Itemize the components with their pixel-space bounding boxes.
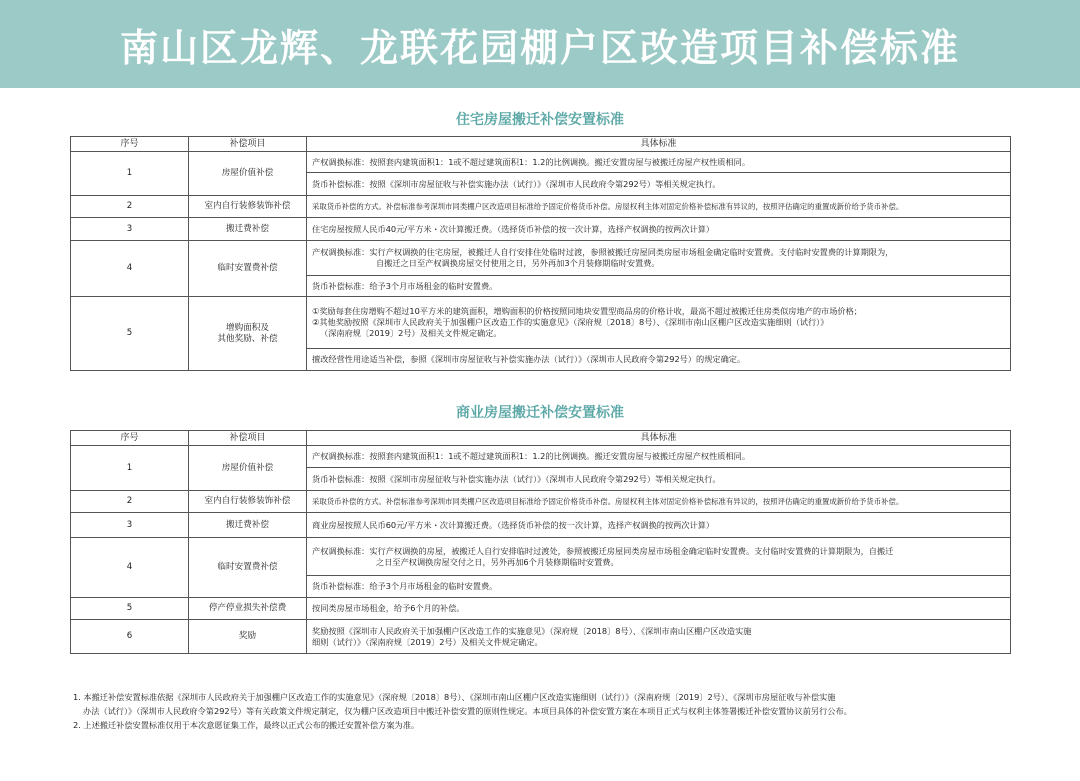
row-standard: 货币补偿标准：按照《深圳市房屋征收与补偿实施办法（试行）》（深圳市人民政府令第292号）等相关规定执行。 — [307, 468, 1011, 491]
standard-line: 细则（试行）》（深南府规〔2019〕2号）及相关文件规定确定。 — [312, 636, 543, 647]
page-title: 南山区龙辉、龙联花园棚户区改造项目补偿标准 — [119, 25, 960, 70]
table-row — [71, 218, 1011, 241]
row-item: 室内自行装修装饰补偿 — [189, 491, 307, 513]
row-standard — [307, 241, 1011, 276]
row-standard — [307, 620, 1011, 654]
table-row — [71, 538, 1011, 576]
item-line: 增购面积及 — [226, 322, 269, 333]
table-header-row — [71, 137, 1011, 152]
standard-line: 产权调换标准：实行产权调换的房屋，被搬迁人自行安排临时过渡处，参照被搬迁房屋同类房屋市场租金确定临时安置费。支付临时安置费的计算期限为，自搬迁 — [312, 545, 894, 556]
footnotes — [73, 690, 1013, 732]
row-item: 临时安置费补偿 — [189, 241, 307, 297]
residential-table — [70, 136, 1011, 371]
table-row — [71, 297, 1011, 349]
row-no: 4 — [71, 241, 189, 297]
row-item: 奖励 — [189, 620, 307, 654]
residential-section-title: 住宅房屋搬迁补偿安置标准 — [456, 112, 624, 128]
table-row — [71, 491, 1011, 513]
row-standard — [307, 538, 1011, 576]
table-header-row — [71, 431, 1011, 446]
row-no: 3 — [71, 513, 189, 538]
row-no: 2 — [71, 196, 189, 218]
row-standard: 按同类房屋市场租金，给予6个月的补偿。 — [307, 598, 1011, 620]
row-item: 停产停业损失补偿费 — [189, 598, 307, 620]
row-item: 房屋价值补偿 — [189, 152, 307, 196]
header-standard: 具体标准 — [307, 431, 1011, 446]
standard-line: ①奖励每套住房增购不超过10平方米的建筑面积，增购面积的价格按照同地块安置型商品房的价格计收，最高不超过被搬迁住房类似房地产的市场价格； — [312, 306, 862, 316]
commercial-section-title: 商业房屋搬迁补偿安置标准 — [456, 405, 624, 421]
header-no: 序号 — [71, 137, 189, 152]
item-line: 其他奖励、补偿 — [217, 333, 278, 344]
row-item: 临时安置费补偿 — [189, 538, 307, 598]
table-row — [71, 196, 1011, 218]
table-row — [71, 152, 1011, 173]
row-standard: 货币补偿标准：给予3个月市场租金的临时安置费。 — [307, 276, 1011, 297]
row-standard: 采取货币补偿的方式。补偿标准参考深圳市同类棚户区改造项目标准给予固定价格货币补偿。房屋权利主体对固定价格补偿标准有异议的，按照评估确定的重置成新价给予货币补偿。 — [307, 491, 1011, 513]
row-standard: 货币补偿标准：按照《深圳市房屋征收与补偿实施办法（试行）》（深圳市人民政府令第292号）等相关规定执行。 — [307, 173, 1011, 196]
table-row — [71, 513, 1011, 538]
row-item: 房屋价值补偿 — [189, 446, 307, 491]
row-standard: 住宅房屋按照人民币40元/平方米・次计算搬迁费。（选择货币补偿的按一次计算，选择产权调换的按两次计算） — [307, 218, 1011, 241]
row-item — [189, 297, 307, 371]
row-no: 5 — [71, 297, 189, 371]
row-item: 室内自行装修装饰补偿 — [189, 196, 307, 218]
row-no: 5 — [71, 598, 189, 620]
row-standard: 产权调换标准：按照套内建筑面积1：1或不超过建筑面积1：1.2的比例调换。搬迁安置房屋与被搬迁房屋产权性质相同。 — [307, 152, 1011, 173]
table-row — [71, 620, 1011, 654]
standard-line: 奖励按照《深圳市人民政府关于加强棚户区改造工作的实施意见》（深府规〔2018〕8号）、《深圳市南山区棚户区改造实施 — [312, 625, 752, 636]
footnote-1-line: 办法（试行）》（深圳市人民政府令第292号）等有关政策文件规定制定，仅为棚户区改造项目中搬迁补偿安置的原则性规定。本项目具体的补偿安置方案在本项目正式与权利主体签署搬迁补偿安置协议前另行公布。 — [83, 706, 852, 716]
row-no: 6 — [71, 620, 189, 654]
row-no: 1 — [71, 446, 189, 491]
row-no: 1 — [71, 152, 189, 196]
table-row — [71, 446, 1011, 468]
header-no: 序号 — [71, 431, 189, 446]
row-no: 2 — [71, 491, 189, 513]
row-no: 3 — [71, 218, 189, 241]
row-standard: 商业房屋按照人民币60元/平方米・次计算搬迁费。（选择货币补偿的按一次计算，选择产权调换的按两次计算） — [307, 513, 1011, 538]
table-row — [71, 598, 1011, 620]
footnote-2: 2. 上述搬迁补偿安置标准仅用于本次意愿征集工作，最终以正式公布的搬迁安置补偿方案为准。 — [73, 720, 420, 730]
row-standard: 擅改经营性用途适当补偿，参照《深圳市房屋征收与补偿实施办法（试行）》（深圳市人民政府令第292号）的规定确定。 — [307, 349, 1011, 371]
row-standard: 产权调换标准：按照套内建筑面积1：1或不超过建筑面积1：1.2的比例调换。搬迁安置房屋与被搬迁房屋产权性质相同。 — [307, 446, 1011, 468]
header-standard: 具体标准 — [307, 137, 1011, 152]
header-banner — [0, 0, 1080, 88]
row-standard — [307, 297, 1011, 349]
row-no: 4 — [71, 538, 189, 598]
row-item: 搬迁费补偿 — [189, 513, 307, 538]
standard-line: 产权调换标准：实行产权调换的住宅房屋，被搬迁人自行安排住处临时过渡，参照被搬迁房屋同类房屋市场租金确定临时安置费。支付临时安置费的计算期限为， — [312, 247, 894, 257]
table-row — [71, 241, 1011, 276]
footnote-1-line: 1. 本搬迁补偿安置标准依据《深圳市人民政府关于加强棚户区改造工作的实施意见》（深府规〔2018〕8号）、《深圳市南山区棚户区改造实施细则（试行）》（深南府规〔2019〕2号）、《深圳市房屋征收与补偿实施 — [73, 692, 836, 702]
row-item: 搬迁费补偿 — [189, 218, 307, 241]
commercial-table — [70, 430, 1011, 654]
row-standard: 货币补偿标准：给予3个月市场租金的临时安置费。 — [307, 576, 1011, 598]
header-item: 补偿项目 — [189, 137, 307, 152]
header-item: 补偿项目 — [189, 431, 307, 446]
row-standard: 采取货币补偿的方式。补偿标准参考深圳市同类棚户区改造项目标准给予固定价格货币补偿。房屋权利主体对固定价格补偿标准有异议的，按照评估确定的重置成新价给予货币补偿。 — [307, 196, 1011, 218]
standard-line: ②其他奖励按照《深圳市人民政府关于加强棚户区改造工作的实施意见》（深府规〔2018〕8号）、《深圳市南山区棚户区改造实施细则（试行）》 — [312, 317, 829, 327]
standard-line: （深南府规〔2019〕2号）及相关文件规定确定。 — [320, 328, 502, 338]
standard-line: 自搬迁之日至产权调换房屋交付使用之日，另外再加3个月装修期临时安置费。 — [376, 258, 660, 268]
standard-line: 之日至产权调换房屋交付之日，另外再加6个月装修期临时安置费。 — [376, 556, 619, 567]
